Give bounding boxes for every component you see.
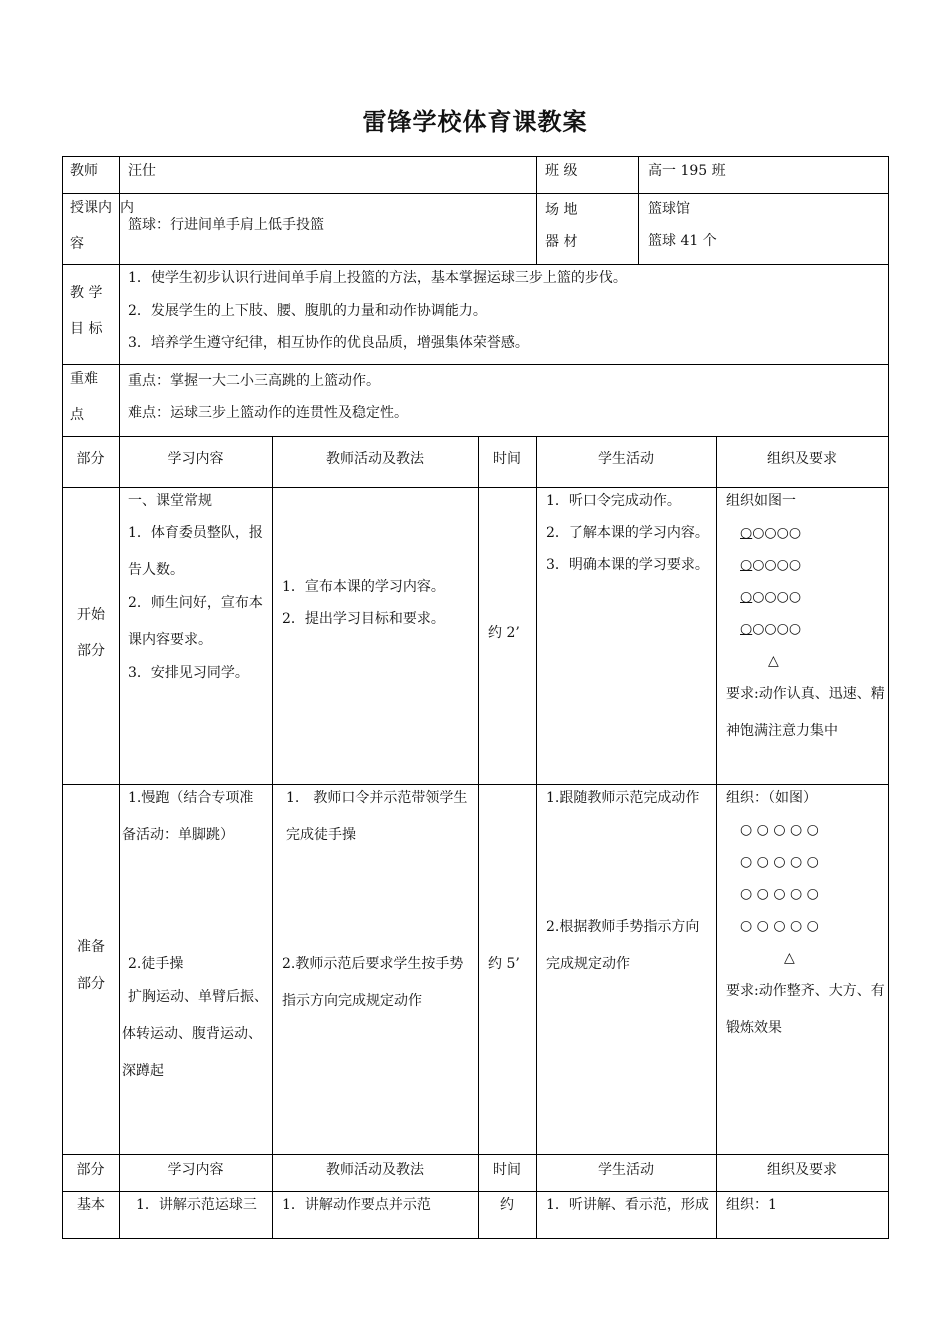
time-value: 约 5’ [488,956,520,972]
formation-row [740,590,801,604]
class-value: 高一 195 班 [648,163,726,179]
keypoints-label-cont: 点 [70,407,84,423]
student-activity-line: 3．明确本课的学习要求。 [546,557,709,573]
student-activity-line: 1．听口令完成动作。 [546,493,681,509]
content-line: 扩胸运动、单臂后振、 [128,989,268,1005]
time-value: 约 [500,1197,514,1213]
content-line: 1．体育委员整队，报 [128,525,263,541]
part-label: 准备 [77,939,105,955]
content-line: 深蹲起 [122,1063,164,1079]
keypoints-label: 重难 [70,371,98,387]
table-rule [119,156,120,1239]
student-activity-line: 1.跟随教师示范完成动作 [546,790,700,806]
content-label-overflow: 内 [120,200,134,216]
content-line: 课内容要求。 [128,632,212,648]
table-rule [272,1191,273,1239]
formation-row: ○ ○ ○ ○ ○ [740,886,819,902]
table-rule [478,436,479,1154]
table-rule [62,1191,889,1192]
requirement-line: 要求:动作认真、迅速、精 [726,686,885,702]
part-label: 部分 [77,976,105,992]
content-label: 授课内 [70,200,112,216]
goal-item: 2．发展学生的上下肢、腰、腹肌的力量和动作协调能力。 [128,303,487,319]
page-title: 雷锋学校体育课教案 [362,107,588,136]
table-rule [536,156,537,264]
formation-leader: ○ [740,621,753,637]
formation-row: ○ ○ ○ ○ ○ [740,822,819,838]
organization-title: 组织：1 [726,1197,777,1213]
formation-leader: ○ [740,525,753,541]
formation-row: ○ ○ ○ ○ ○ [740,854,819,870]
formation-row: ○ ○ ○ ○ ○ [740,918,819,934]
requirement-line: 神饱满注意力集中 [726,723,838,739]
content-line: 备活动：单脚跳） [122,827,234,843]
teacher-activity-line: 指示方向完成规定动作 [282,993,422,1009]
equipment-label: 器 材 [545,234,578,250]
content-line: 2．师生问好，宣布本 [128,595,263,611]
table-rule [62,364,889,365]
column-header: 学习内容 [167,451,224,467]
content-line: 1．讲解示范运球三 [136,1197,257,1213]
table-rule [62,487,889,488]
table-rule [638,156,639,264]
column-header: 教师活动及教法 [326,451,424,467]
formation-row [740,558,801,572]
formation-row [740,622,801,636]
table-rule [536,1191,537,1239]
requirement-line: 锻炼效果 [726,1020,782,1036]
table-rule [478,1191,479,1239]
content-line: 体转运动、腹背运动、 [122,1026,262,1042]
column-header: 部分 [76,1162,105,1178]
venue-value: 篮球馆 [648,201,690,217]
teacher-activity-line: 2．提出学习目标和要求。 [282,611,445,627]
goals-label: 教 学 [70,285,103,301]
table-rule [716,436,717,1154]
teacher-activity-line: 2.教师示范后要求学生按手势 [282,956,464,972]
formation-members: ○○○○ [752,525,802,541]
column-header: 时间 [493,1162,521,1178]
table-rule [62,784,889,785]
column-header: 学生活动 [598,1162,654,1178]
part-label: 部分 [77,643,105,659]
table-rule [62,436,889,437]
organization-title: 组织：（如图） [726,790,817,806]
student-activity-line: 2.根据教师手势指示方向 [546,919,700,935]
column-header: 学生活动 [598,451,654,467]
teacher-position-triangle: △ [784,950,795,966]
student-activity-line: 1．听讲解、看示范，形成 [546,1197,709,1213]
student-activity-line: 2．了解本课的学习内容。 [546,525,709,541]
content-label-cont: 容 [70,236,84,252]
column-header: 部分 [76,451,105,467]
key-point: 重点：掌握一大二小三高跳的上篮动作。 [128,373,380,389]
organization-title: 组织如图一 [726,493,796,509]
content-line: 一、课堂常规 [128,493,212,509]
formation-leader: ○ [740,557,753,573]
equipment-value: 篮球 41 个 [648,233,717,249]
content-line: 2.徒手操 [128,956,184,972]
student-activity-line: 完成规定动作 [546,956,630,972]
column-header: 教师活动及教法 [326,1162,424,1178]
table-rule [272,436,273,1154]
table-rule [62,156,889,157]
venue-label: 场 地 [545,202,578,218]
class-label: 班 级 [545,163,578,179]
content-line: 3．安排见习同学。 [128,665,249,681]
part-label: 开始 [77,607,105,623]
requirement-line: 要求:动作整齐、大方、有 [726,983,885,999]
formation-members: ○○○○ [752,589,802,605]
column-header: 组织及要求 [767,451,837,467]
table-rule [716,1191,717,1239]
teacher-label: 教师 [70,163,98,179]
time-value: 约 2’ [488,625,520,641]
column-header: 组织及要求 [767,1162,837,1178]
teacher-name: 汪仕 [128,163,156,179]
teacher-activity-line: 完成徒手操 [286,827,356,843]
content-line: 告人数。 [128,562,184,578]
teacher-activity-line: 1. 教师口令并示范带领学生 [286,790,468,806]
content-line: 1.慢跑（结合专项准 [128,790,254,806]
lesson-content: 篮球：行进间单手肩上低手投篮 [128,217,324,233]
goals-label-cont: 目 标 [70,321,103,337]
table-rule [888,156,889,1239]
teacher-activity-line: 1．讲解动作要点并示范 [282,1197,431,1213]
table-rule [62,193,889,194]
table-rule [62,156,63,1239]
teacher-activity-line: 1．宣布本课的学习内容。 [282,579,445,595]
goal-item: 3．培养学生遵守纪律，相互协作的优良品质，增强集体荣誉感。 [128,335,529,351]
column-header: 学习内容 [167,1162,224,1178]
table-rule [536,436,537,1154]
formation-members: ○○○○ [752,557,802,573]
part-label: 基本 [77,1197,105,1213]
table-rule [62,1154,889,1155]
formation-leader: ○ [740,589,753,605]
difficulty-point: 难点：运球三步上篮动作的连贯性及稳定性。 [128,405,408,421]
table-rule [62,1238,889,1239]
formation-members: ○○○○ [752,621,802,637]
table-rule [62,264,889,265]
teacher-position-triangle: △ [768,653,779,669]
formation-row [740,526,801,540]
goal-item: 1．使学生初步认识行进间单手肩上投篮的方法，基本掌握运球三步上篮的步伐。 [128,270,627,286]
column-header: 时间 [493,451,521,467]
